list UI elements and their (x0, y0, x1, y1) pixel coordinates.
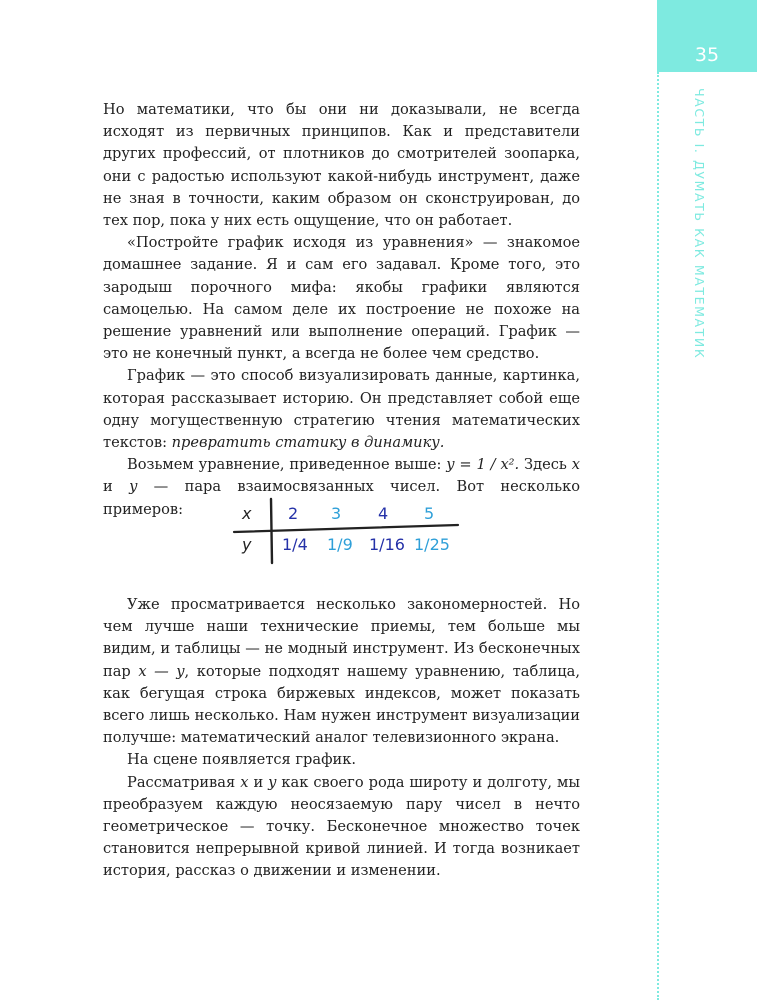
table-horizontal-line (234, 525, 458, 532)
table-y-cell: 1/25 (414, 535, 450, 554)
text-run: , которые подходят нашему уравнению, таблица, как бегущая строка биржевых индексов, может показать всего лишь несколько. Нам нужен инструмент визуализации получше: математический аналог телевизионного экрана. (103, 662, 580, 747)
page-number: 35 (694, 44, 720, 66)
var-y: y (129, 478, 138, 496)
paragraph (103, 594, 580, 749)
text-run: как своего рода широту и долготу, мы преобразуем каждую неосязаемую пару чисел в нечто геометрическое — точку. Бесконечное множество точек становится непрерывной кривой линией. И тогда возникает история, рассказ о движении и изменении. (103, 773, 580, 880)
paragraph (103, 772, 580, 883)
body-text-top (103, 99, 580, 521)
text-run: Уже просматривается несколько закономерностей. Но чем лучше наши технические приемы, тем больше мы видим, и таблицы — не модный инструмент. Из бесконечных пар (103, 596, 580, 680)
paragraph: «Постройте график исходя из уравнения» — знакомое домашнее задание. Я и сам его задавал. Кроме того, это зародыш порочного мифа: якобы графики являются самоцелью. На самом деле их построение не похоже на решение уравнений или выполнение операций. График — это не конечный пункт, а всегда не более чем средство. (103, 234, 580, 363)
pair-label: x — y (138, 662, 185, 680)
table-x-cell: 2 (288, 504, 299, 523)
text-run: и (248, 773, 269, 791)
text-run: Здесь (519, 456, 572, 474)
table-y-cell: 1/16 (369, 535, 405, 554)
text-run: Возьмем уравнение, приведенное выше: (127, 456, 447, 474)
var-x: x (240, 773, 249, 791)
table-x-cell: 3 (331, 504, 342, 523)
table-x-cell: 5 (424, 504, 435, 523)
text-run: — пара взаимосвязанных чисел. Вот несколько примеров: (103, 478, 580, 518)
body-text-bottom (103, 594, 580, 883)
table-y-cell: 1/9 (327, 535, 353, 554)
var-y: y (268, 773, 277, 791)
equation: y = 1 / x². (446, 456, 520, 474)
text-run: и (103, 478, 130, 496)
paragraph (103, 365, 580, 454)
page-number-tab (657, 0, 757, 72)
table-x-label: x (242, 504, 252, 523)
paragraph: На сцене появляется график. (127, 751, 357, 769)
running-head: ЧАСТЬ I. ДУМАТЬ КАК МАТЕМАТИК (692, 88, 707, 360)
text-run: Рассматривая (127, 773, 241, 791)
table-y-label: y (242, 535, 252, 554)
paragraph: Но математики, что бы они ни доказывали, не всегда исходят из первичных принципов. Как и представители других профессий, от плотников до смотрителей зоопарка, они с радостью используют какой-нибудь инструмент, даже не зная в точности, каким образом он сконструирован, до тех пор, пока у них есть ощущение, что он работает. (103, 101, 580, 230)
table-y-cell: 1/4 (282, 535, 308, 554)
italic-phrase: превратить статику в динамику. (171, 434, 445, 452)
margin-dotted-rule (657, 72, 659, 1000)
paragraph-text: График — это способ визуализировать данные, картинка, которая рассказывает историю. Он представляет собой еще одну могущественную стратегию чтения математических текстов: (103, 367, 580, 452)
handwritten-table (226, 497, 466, 567)
table-x-cell: 4 (378, 504, 389, 523)
var-x: x (571, 456, 580, 474)
